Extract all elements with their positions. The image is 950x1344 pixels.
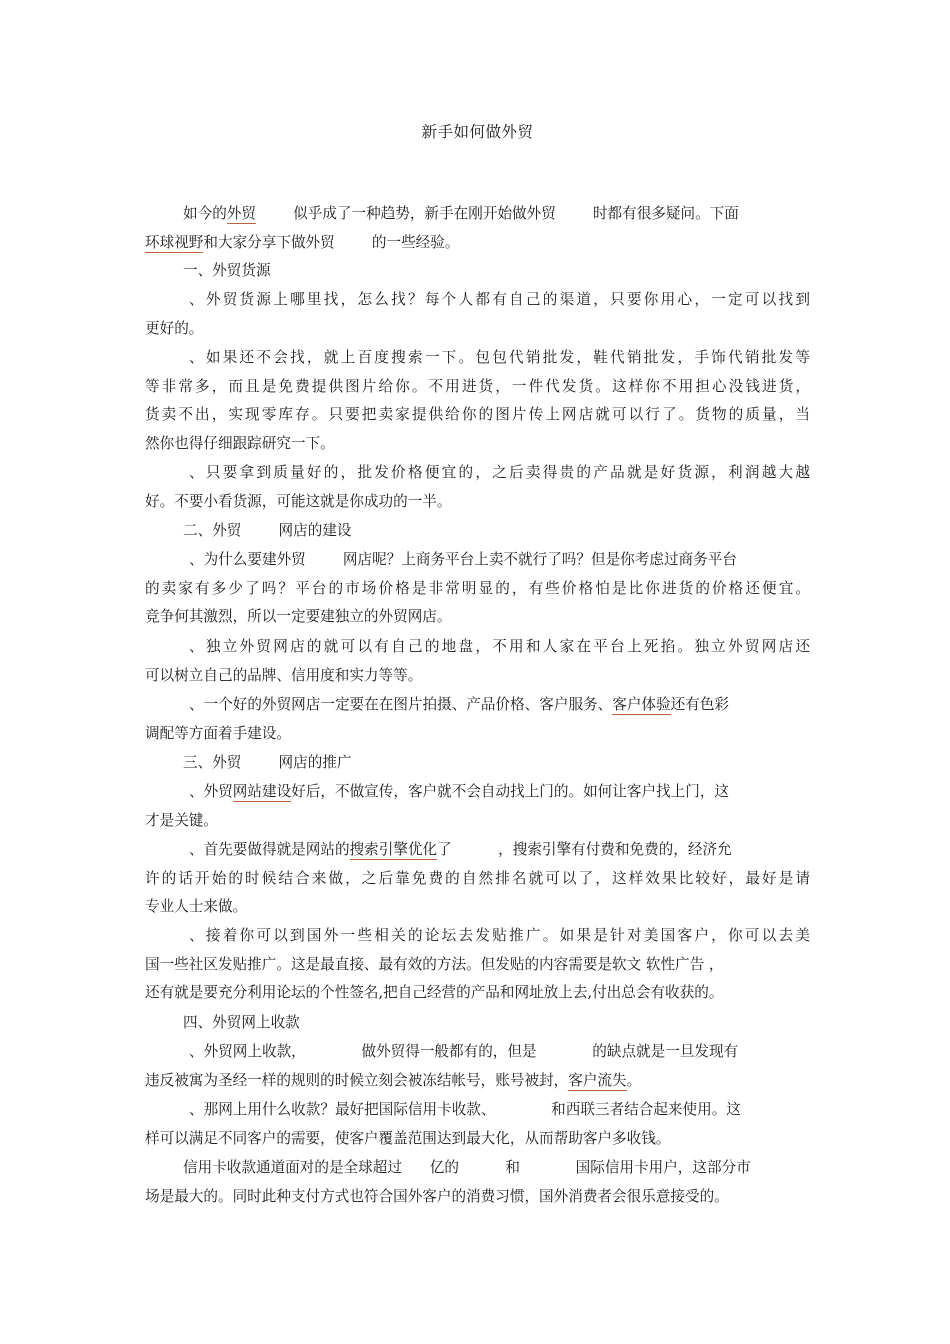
paragraph: 、独立外贸网店的就可以有自己的地盘，不用和人家在平台上死掐。独立外贸网店还 可以树立自己的品牌、信用度和实力等等。 (145, 638, 810, 684)
document-title: 新手如何做外贸 (421, 123, 534, 141)
paragraph: 、外贸网上收款， 做外贸得一般都有的，但是 的缺点就是一旦发现有 违反被寓为圣经一样的规则的时候立刻会被冻结帐号，账号被封，客户流失。 (145, 1043, 739, 1089)
text-line: 环球视野和大家分享下做外贸 的一些经验。 (145, 233, 460, 251)
paragraph: 、首先要做得就是网站的搜索引擎优化了 ，搜索引擎有付费和免费的，经济允 许的话开始的时候结合来做，之后靠免费的自然排名就可以了，这样效果比较好，最好是请 专业人士来做。 (145, 841, 810, 916)
paragraph: 、只要拿到质量好的，批发价格便宜的，之后卖得贵的产品就是好货源，利润越大越 好。不要小看货源，可能这就是你成功的一半。 (145, 464, 810, 510)
link-seo[interactable]: 搜索引擎优化 (349, 841, 438, 858)
paragraph: 、如果还不会找，就上百度搜索一下。包包代销批发，鞋代销批发，手饰代销批发等 等非常多，而且是免费提供图片给你。不用进货，一件代发货。这样你不用担心没钱进货， 货卖不出，实现零库存。只要把卖家提供给你的图片传上网店就可以行了。货物的质量，当 然你也得仔细跟踪研究一下。 (145, 349, 810, 452)
section-heading: 四、外贸网上收款 (183, 1014, 300, 1031)
section-heading: 三、外贸 网店的推广 (183, 754, 352, 771)
paragraph: 、外贸货源上哪里找，怎么找？每个人都有自己的渠道，只要你用心，一定可以找到 更好的。 (145, 291, 810, 337)
paragraph: 信用卡收款通道面对的是全球超过 亿的 和 国际信用卡用户，这部分市 场是最大的。同时此种支付方式也符合国外客户的消费习惯，国外消费者会很乐意接受的。 (145, 1159, 751, 1205)
link-customer-loss[interactable]: 客户流失 (568, 1071, 627, 1089)
link-global-vision[interactable]: 环球视野 (145, 233, 204, 251)
section-1 (145, 257, 810, 286)
link-foreign-trade[interactable]: 外贸 (226, 205, 256, 222)
paragraph: 、那网上用什么收款？最好把国际信用卡收款、 和西联三者结合起来使用。这 样可以满足不同客户的需要，使客户覆盖范围达到最大化，从而帮助客户多收钱。 (145, 1101, 741, 1147)
intro-paragraph (145, 200, 810, 257)
section-2 (145, 517, 810, 546)
link-customer-experience[interactable]: 客户体验 (612, 696, 671, 713)
paragraph: 、外贸网站建设好后，不做宣传，客户就不会自动找上门的。如何让客户找上门，这 才是关键。 (145, 783, 730, 829)
section-4 (145, 1009, 810, 1038)
section-3 (145, 749, 810, 778)
section-heading: 一、外贸货源 (183, 262, 271, 279)
link-website-building[interactable]: 网站建设 (232, 783, 292, 800)
paragraph: 、为什么要建外贸 网店呢？上商务平台上卖不就行了吗？但是你考虑过商务平台 的卖家有多少了吗？平台的市场价格是非常明显的，有些价格怕是比你进货的价格还便宜。 竞争何其激烈，所以一定要建独立的外贸网店。 (145, 551, 810, 626)
paragraph: 、接着你可以到国外一些相关的论坛去发贴推广。如果是针对美国客户，你可以去美 国一些社区发贴推广。这是最直接、最有效的方法。但发贴的内容需要是软文 软性广告 ， 还有就是要充分利用论坛的个性签名,把自己经营的产品和网址放上去,付出总会有收获的。 (145, 927, 810, 1002)
text-line: 如今的外贸 似乎成了一种趋势，新手在刚开始做外贸 时都有很多疑问。下面 (183, 205, 739, 222)
section-heading: 二、外贸 网店的建设 (183, 522, 352, 539)
paragraph: 、一个好的外贸网店一定要在在图片拍摄、产品价格、客户服务、客户体验还有色彩 调配等方面着手建设。 (145, 696, 730, 742)
